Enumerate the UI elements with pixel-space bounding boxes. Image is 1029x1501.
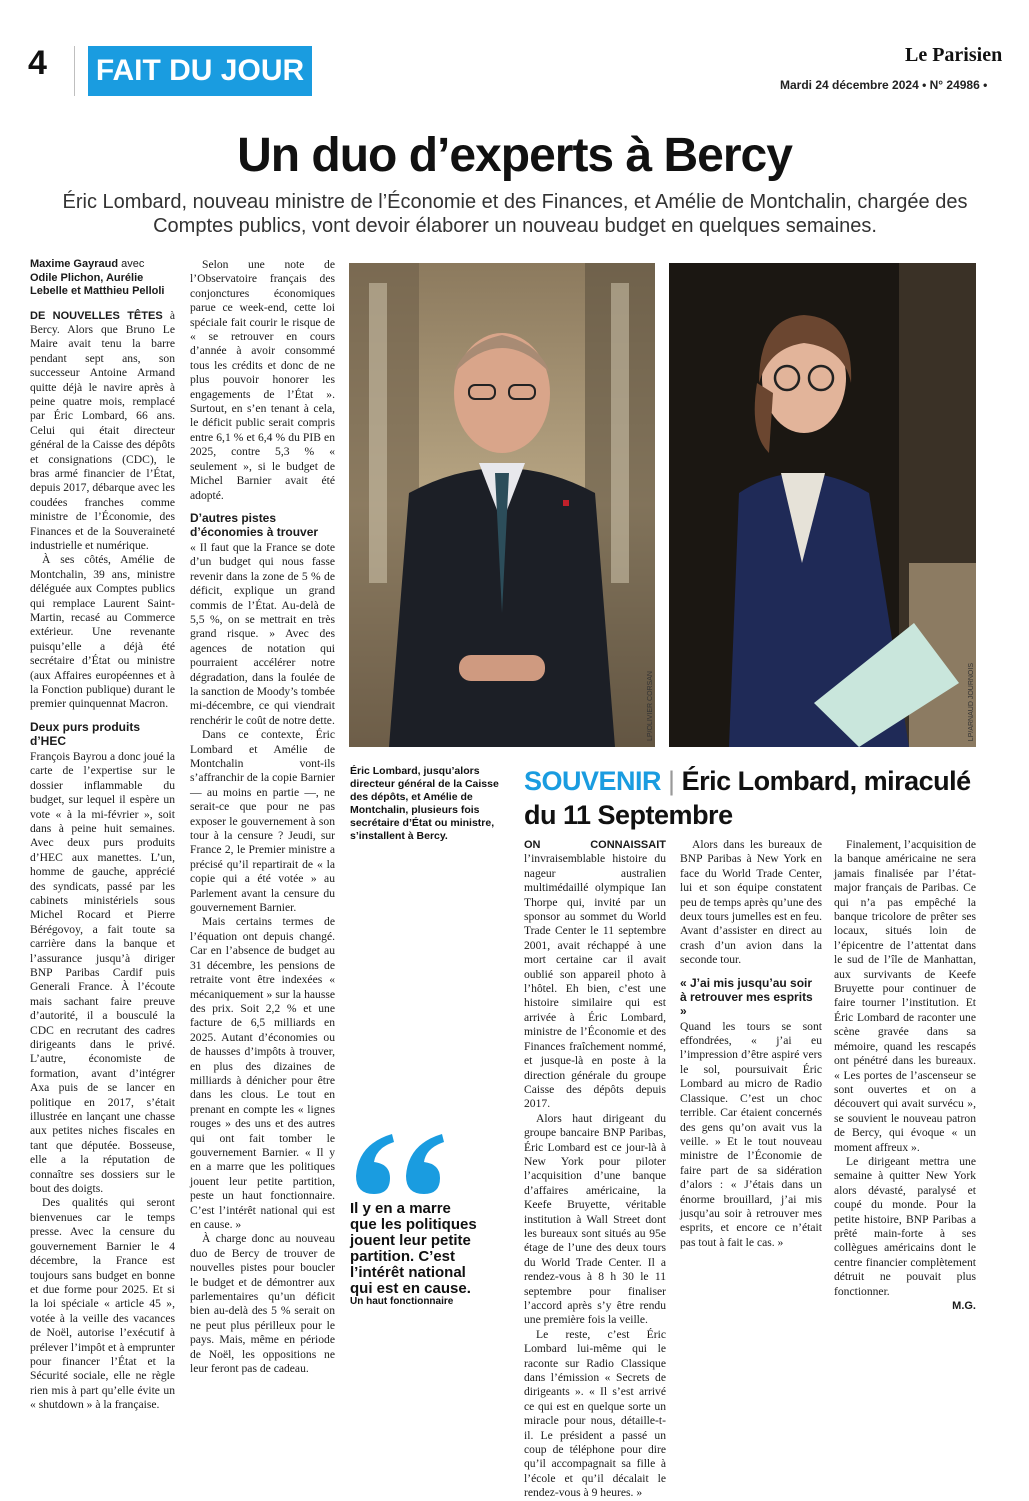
article-paragraph: Selon une note de l’Observatoire français des conjonctures économiques parue ce week-end, cette loi spéciale fait courir le risque de « se retrouver en cours d’année à avoir consommé tous les crédits et donc de ne plus pouvoir honorer les engagements de l’État ». Surtout, en s’en tenant à cela, le déficit public serait compris entre 6,1 % et 6,4 % du PIB en 2025, contre 5,3 % « seulement », si le budget de Michel Barnier avait été adopté. xyxy=(190,258,335,502)
byline-with: avec xyxy=(118,258,145,270)
subheading: Deux purs produits d’HEC xyxy=(30,719,141,748)
souvenir-kicker: SOUVENIR xyxy=(524,766,662,796)
article-paragraph: Le reste, c’est Éric Lombard lui-même qui le raconte sur Radio Classique dans l’émission « Secrets de dirigeants ». « Il s’est arrivé ce qui est en quelque sorte un miracle pour nous, détaille-t-il. Le président a passé un coup de téléphone pour dire qu’il accompagnait sa fille à l’école et qu’il décalait le rendez-vous à 9 heures. » xyxy=(524,1327,666,1500)
page-number: 4 xyxy=(28,44,47,82)
article-paragraph: Mais certains termes de l’équation ont depuis changé. Car en l’absence de budget au 31 décembre, les pensions de retraite vont être indexées « mécaniquement » sur la hausse des prix. Soit 2,2 % et une facture de 6,5 milliards en 2025. Autant d’économies ou de hausses d’impôts à trouver, en plus des dizaines de milliards à dénicher pour être dans les clous. Le tout en prenant en compte les « lignes rouges » des uns et des autres qui ont fait tomber le gouvernement Barnier. « Il y en a marre que les politiques jouent leur petite partition, peste un haut fonctionnaire. C’est l’intérêt national qui est en cause. » xyxy=(190,915,335,1231)
photo-amelie-de-montchalin xyxy=(669,263,976,747)
article-paragraph: « Il faut que la France se dote d’un budget qui nous fasse revenir dans la zone de 5 % de déficit, explique un grand commis de l’État. Au-delà de 5,5 %, on se mettrait en très grand risque. » Avec des agences de notation qui pourraient accélérer notre dégradation, dans la foulée de la sanction de Moody’s tombée mi-décembre, ce qui viendrait renchérir le coût de notre dette. xyxy=(190,540,335,727)
standfirst: Éric Lombard, nouveau ministre de l’Économie et des Finances, et Amélie de Montchalin, chargée des Comptes publics, vont devoir élaborer un nouveau budget en quelques semaines. xyxy=(62,191,968,237)
photo-caption: Éric Lombard, jusqu’alors directeur général de la Caisse des dépôts, et Amélie de Montchalin, plusieurs fois secrétaire d’État ou ministre, s’installent à Bercy. xyxy=(350,765,499,842)
photo-eric-lombard xyxy=(349,263,655,747)
lead-caps: DE NOUVELLES TÊTES xyxy=(30,309,163,322)
article-text: à Bercy. Alors que Bruno Le Maire avait tenu la barre pendant sept ans, son successeur Antoine Armand quitte déjà le navire après à peine quatre mois, remplacé par Éric Lombard, 66 ans. Celui qui était directeur général de la Caisse des dépôts et consignations (CDC), le bras armé financier de l’État, depuis 2017, débarque avec les coudées franches comme ministre de l’Économie, des Finances et de la Souveraineté industrielle et numérique. xyxy=(30,308,175,552)
photo-eric-lombard-illustration xyxy=(349,263,655,747)
article-paragraph: Alors dans les bureaux de BNP Paribas à New York en face du World Trade Center, lui et son équipe constatent peu de temps après qu’une des deux tours jumelles est en feu. Avant d’assister en direct au crash d’un avion dans la seconde tour. xyxy=(680,838,822,967)
souvenir-column-3 xyxy=(834,838,976,1312)
section-banner: FAIT DU JOUR xyxy=(88,46,312,96)
quote-mark-icon xyxy=(350,1130,450,1198)
article-paragraph: Le dirigeant mettra une semaine à quitter New York alors dévasté, paralysé et coupé du monde. Pour la petite histoire, BNP Paribas a prêté main-forte à ses collègues américains dont le centre financier complètement détruit ne pouvait plus fonctionner. xyxy=(834,1154,976,1298)
article-paragraph: À charge donc au nouveau duo de Bercy de trouver de nouvelles pistes pour boucler le budget et de démontrer aux parlementaires qu’un déficit bien au-delà des 5 % serait on ne peut plus périlleux pour le pays. Mais, même en période de Noël, les oppositions ne leur feront pas de cadeau. xyxy=(190,1232,335,1376)
byline-others: Odile Plichon, Aurélie Lebelle et Matthieu Pelloli xyxy=(30,271,165,297)
souvenir-headline xyxy=(524,764,984,832)
signature-wrap xyxy=(834,1299,976,1313)
photo-amelie-illustration xyxy=(669,263,976,747)
headline: Un duo d’experts à Bercy xyxy=(237,129,792,182)
subheading: « J’ai mis jusqu’au soir à retrouver mes esprits » xyxy=(680,975,813,1018)
article-paragraph xyxy=(524,838,666,1112)
souvenir-column-1 xyxy=(524,838,666,1500)
article-paragraph: Alors haut dirigeant du groupe bancaire BNP Paribas, Éric Lombard est ce jour-là à New York pour piloter l’acquisition d’une banque d’affaires américaine, la Keefe Bruyette, véritable institution à Wall Street dont les bureaux sont situés au 95e étage de l’une des deux tours du World Trade Center. Il a rendez-vous à 8 h 30 le 11 septembre pour finaliser l’accord après s’y être rendu une première fois la veille. xyxy=(524,1111,666,1327)
article-paragraph: Dans ce contexte, Éric Lombard et Amélie de Montchalin vont-ils s’affranchir de la copie Barnier — au moins en partie —, ne serait-ce que pour ne pas exposer le gouvernement à son tour à la censure ? Jeudi, sur France 2, le Premier ministre a précisé qu’il repartirait de « la copie qui a été votée » au Parlement avant la censure du gouvernement Barnier. xyxy=(190,728,335,915)
article-column-2 xyxy=(190,258,335,1376)
signature: M.G. xyxy=(952,1300,976,1312)
article-paragraph: À ses côtés, Amélie de Montchalin, 39 ans, ministre déléguée aux Comptes publics qui remplace Laurent Saint-Martin, recasé au Commerce extérieur. Une revenante puisqu’elle a déjà été secrétaire d’État ou ministre (aux Affaires européennes et à la Fonction publique) durant le premier quinquennat Macron. xyxy=(30,553,175,711)
article-paragraph xyxy=(30,309,175,554)
pull-quote: Il y en a marre que les politiques jouent leur petite partition. C’est l’intérêt national qui est en cause. xyxy=(350,1200,477,1297)
photo-credit: LP/ARNAUD JOURNOIS xyxy=(968,662,975,741)
byline xyxy=(30,258,175,299)
souvenir-column-2 xyxy=(680,838,822,1308)
souvenir-title: Éric Lombard, miraculé du 11 Septembre xyxy=(524,766,971,830)
photo-credit: LP/OLIVIER CORSAN xyxy=(647,670,654,741)
lead-caps: ON CONNAISSAIT xyxy=(524,839,666,851)
article-paragraph: Finalement, l’acquisition de la banque américaine ne sera jamais finalisée par l’état-major français de Paribas. Ce qui n’a pas empêché la banque tricolore de prêter ses locaux, situés loin de l’épicentre de l’attentat dans le sud de l’île de Manhattan, aux survivants de Keefe Bruyette pour continuer de faire tourner l’institution. Et Éric Lombard de raconter une scène gravée dans sa mémoire, quand les rescapés ont pénétré dans les bureaux. « Les portes de l’ascenseur se sont ouvertes et on a découvert qui avait survécu », se souvient le nouveau patron de Bercy, qui évoque « un moment affreux ». xyxy=(834,838,976,1154)
newspaper-logo: Le Parisien xyxy=(905,44,1003,66)
subheading: D’autres pistes d’économies à trouver xyxy=(190,510,319,539)
souvenir-separator: | xyxy=(661,766,682,796)
article-paragraph: Des qualités qui seront bienvenues car le temps presse. Avec la censure du gouvernement Barnier le 4 décembre, la France est toujours sans budget en bonne et due forme pour 2025. Et si la loi spéciale « article 45 », votée à la veille des vacances de Noël, autorise l’exécutif à prélever l’impôt et à emprunter pour financer l’État et la Sécurité sociale, elle ne règle rien mis à part qu’elle évite un « shutdown » à la française. xyxy=(30,1196,175,1412)
article-text: l’invraisemblable histoire du nageur australien multimédaillé olympique Ian Thorpe qui, invité par un sponsor au sommet du World Trade Center le 11 septembre 2001, avait réchappé à une mort certaine car il avait oublié son appareil photo à l’hôtel. Eh bien, c’est une histoire similaire qui est arrivée à Éric Lombard, ministre de l’Économie et des Finances fraîchement nommé, et jusque-là en poste à la direction générale du groupe Caisse des dépôts depuis 2017. xyxy=(524,852,666,1111)
byline-main: Maxime Gayraud xyxy=(30,258,119,270)
article-paragraph: Quand les tours se sont effondrées, « j’ai eu l’impression d’être aspiré vers le sol, poursuivait Éric Lombard au micro de Radio Classique. C’est un choc terrible. Car étaient concernés des gens qu’on avait vus la veille. » Et le tout nouveau ministre de l’Économie de faire part de sa sidération d’alors : « J’étais dans un énorme brouillard, j’ai mis jusqu’au soir à retrouver mes esprits, et encore ce n’était pas tout à fait le cas. » xyxy=(680,1019,822,1249)
article-column-1 xyxy=(30,258,175,1412)
dateline: Mardi 24 décembre 2024 • N° 24986 • xyxy=(780,78,988,92)
header-divider xyxy=(74,46,75,96)
pull-quote-source: Un haut fonctionnaire xyxy=(350,1296,454,1307)
article-paragraph: François Bayrou a donc joué la carte de l’expertise sur le dossier inflammable du budget, sur lequel il espère un vote « à la mi-février », soit dans à peine huit semaines. Avec deux purs produits d’HEC aux manettes. L’un, homme de gauche, apprécié des syndicats, passé par les cabinets ministériels sous Michel Rocard et Pierre Bérégovoy, a fait toute sa carrière dans la banque et l’assurance jusqu’à diriger BNP Paribas Cardif puis Generali France. À l’écoute mais sachant faire preuve d’autorité, il a bousculé la CDC en recrutant des cadres dirigeants dans le privé. L’autre, économiste de formation, avant d’intégrer Axa puis de se lancer en politique en 2017, s’était illustrée en lançant une chasse aux petites niches fiscales en tant que députée. Bosseuse, elle a la réputation de connaître ses dossiers sur le bout des doigts. xyxy=(30,749,175,1196)
